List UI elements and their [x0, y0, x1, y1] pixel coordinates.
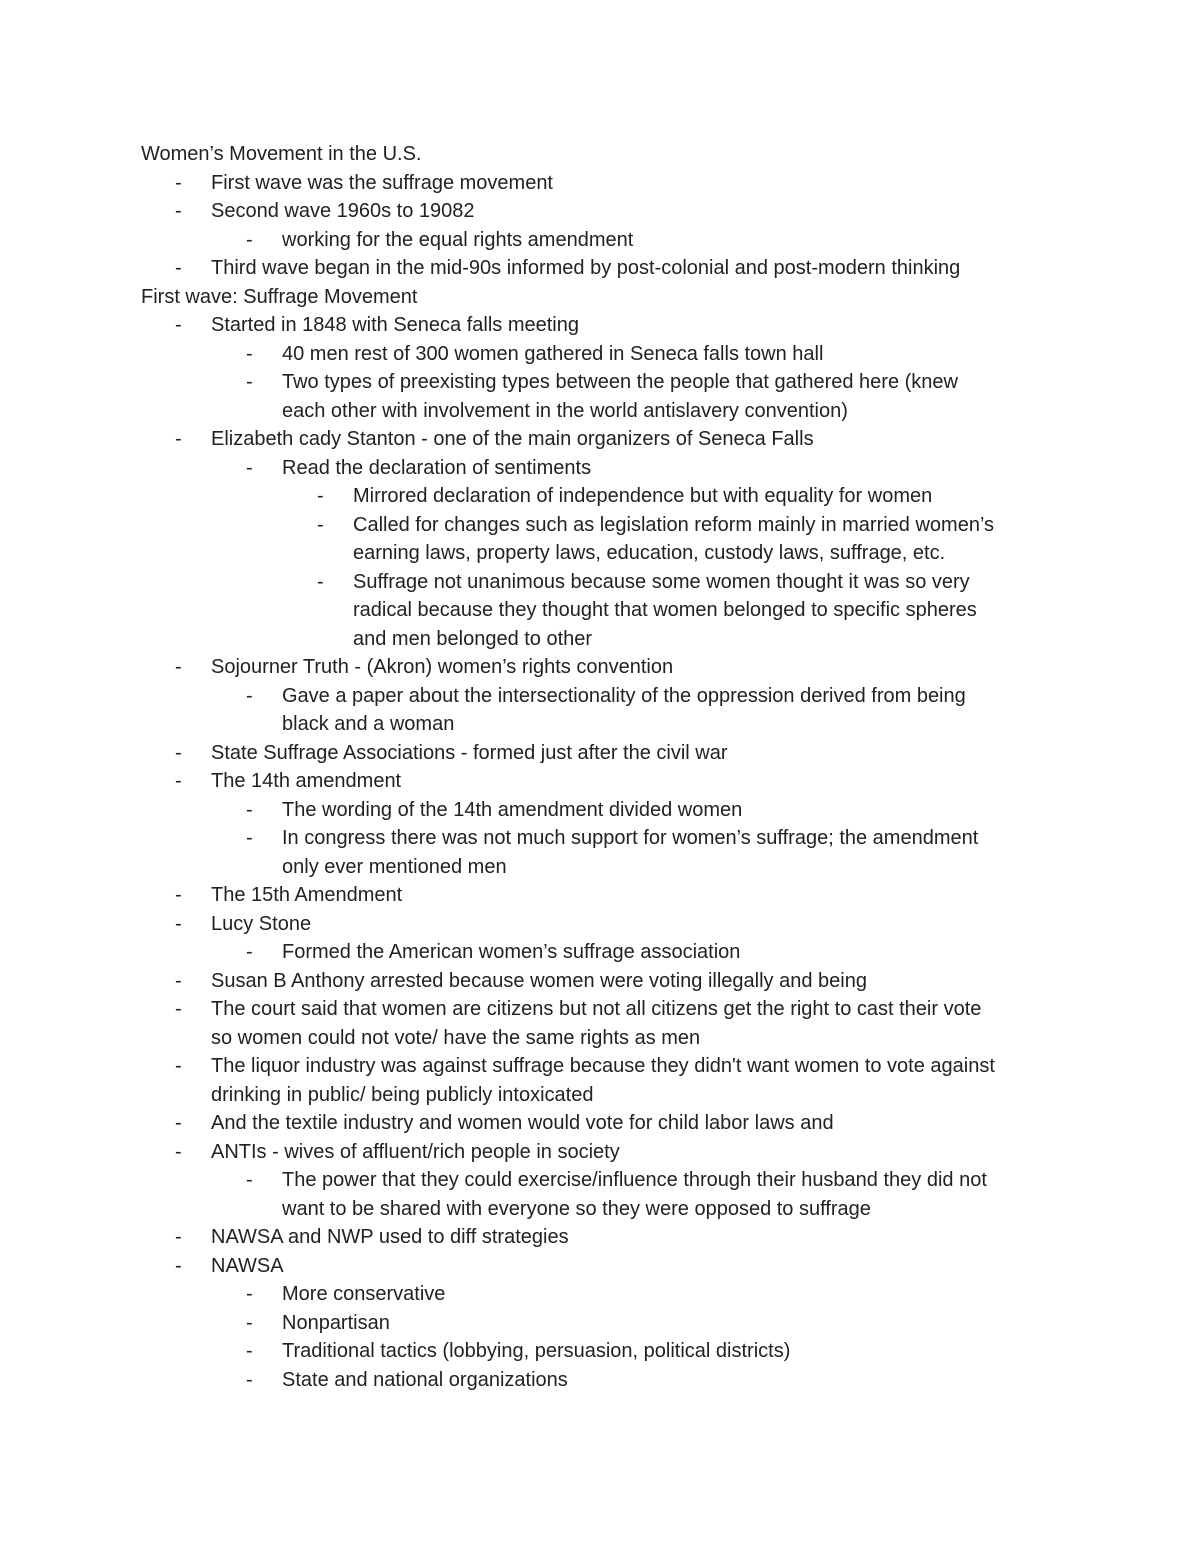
- list-item: [0, 682, 1200, 711]
- list-item-text: want to be shared with everyone so they were opposed to suffrage: [282, 1197, 871, 1220]
- list-item: [0, 1366, 1200, 1395]
- bullet-dash: -: [175, 1226, 182, 1248]
- list-item: [0, 995, 1200, 1024]
- list-item-text: Gave a paper about the intersectionality of the oppression derived from being: [282, 684, 966, 707]
- list-item-continuation: [0, 397, 1200, 426]
- list-item-continuation: [0, 710, 1200, 739]
- bullet-dash: -: [317, 570, 324, 593]
- list-item-text: Formed the American women’s suffrage association: [282, 941, 741, 963]
- bullet-dash: -: [246, 342, 253, 365]
- bullet-dash: -: [317, 513, 324, 536]
- list-item-text: And the textile industry and women would vote for child labor laws and: [211, 1112, 834, 1134]
- list-item-text: Called for changes such as legislation reform mainly in married women’s: [353, 513, 995, 536]
- bullet-dash: -: [246, 1283, 253, 1305]
- list-item-text: so women could not vote/ have the same rights as men: [211, 1026, 701, 1049]
- bullet-dash: -: [175, 969, 182, 992]
- list-item-text: and men belonged to other: [353, 627, 593, 650]
- list-item: [0, 169, 1200, 198]
- bullet-dash: -: [175, 1254, 182, 1277]
- list-item-continuation: [0, 1024, 1200, 1053]
- list-item: [0, 1109, 1200, 1138]
- list-item: [0, 739, 1200, 768]
- list-item-text: The wording of the 14th amendment divided women: [282, 798, 743, 821]
- bullet-dash: -: [175, 884, 182, 906]
- bullet-dash: -: [175, 314, 182, 336]
- list-item: [0, 1223, 1200, 1252]
- list-item-text: Lucy Stone: [211, 912, 312, 935]
- list-item: [0, 482, 1200, 511]
- bullet-dash: -: [175, 200, 182, 222]
- list-item: [0, 511, 1200, 540]
- list-item: [0, 1138, 1200, 1167]
- list-item: [0, 197, 1200, 226]
- list-item-text: The power that they could exercise/influence through their husband they did not: [282, 1169, 987, 1191]
- list-item: [0, 881, 1200, 910]
- list-item-text: only ever mentioned men: [282, 855, 507, 878]
- list-item: [0, 1309, 1200, 1338]
- bullet-dash: -: [246, 1340, 253, 1362]
- list-item-text: Third wave began in the mid-90s informed by post-colonial and post-modern thinking: [211, 257, 961, 279]
- list-item: [0, 368, 1200, 397]
- bullet-dash: -: [175, 770, 182, 792]
- list-item: [0, 311, 1200, 340]
- list-item-text: First wave was the suffrage movement: [211, 171, 553, 194]
- section-heading: [0, 283, 1200, 312]
- list-item-text: The 14th amendment: [211, 770, 402, 792]
- bullet-dash: -: [246, 371, 253, 393]
- bullet-dash: -: [246, 1311, 253, 1334]
- list-item: [0, 1280, 1200, 1309]
- list-item-text: ANTIs - wives of affluent/rich people in society: [211, 1140, 620, 1163]
- list-item-text: State Suffrage Associations - formed just after the civil war: [211, 741, 728, 764]
- bullet-dash: -: [246, 1368, 253, 1391]
- list-item-continuation: [0, 539, 1200, 568]
- heading-text: First wave: Suffrage Movement: [141, 285, 418, 308]
- bullet-dash: -: [175, 428, 182, 450]
- list-item-text: Traditional tactics (lobbying, persuasion, political districts): [282, 1340, 791, 1362]
- list-item-text: Suffrage not unanimous because some women thought it was so very: [353, 570, 970, 593]
- list-item-text: Sojourner Truth - (Akron) women’s rights convention: [211, 656, 674, 678]
- section-heading: [0, 140, 1200, 169]
- list-item-text: Susan B Anthony arrested because women were voting illegally and being: [211, 969, 867, 992]
- bullet-dash: -: [175, 656, 182, 678]
- list-item-text: The liquor industry was against suffrage because they didn't want women to vote against: [211, 1055, 995, 1077]
- bullet-dash: -: [175, 171, 182, 194]
- list-item: [0, 254, 1200, 283]
- heading-text: Women’s Movement in the U.S.: [141, 143, 422, 165]
- list-item: [0, 967, 1200, 996]
- list-item-text: Mirrored declaration of independence but with equality for women: [353, 485, 933, 507]
- list-item-text: 40 men rest of 300 women gathered in Seneca falls town hall: [282, 342, 824, 365]
- list-item-text: Second wave 1960s to 19082: [211, 200, 475, 222]
- bullet-dash: -: [246, 1169, 253, 1191]
- list-item-text: The 15th Amendment: [211, 884, 403, 906]
- list-item-text: State and national organizations: [282, 1368, 568, 1391]
- list-item: [0, 796, 1200, 825]
- list-item-continuation: [0, 596, 1200, 625]
- bullet-dash: -: [175, 257, 182, 279]
- bullet-dash: -: [175, 1140, 182, 1163]
- list-item-text: radical because they thought that women belonged to specific spheres: [353, 599, 977, 621]
- list-item-continuation: [0, 625, 1200, 654]
- bullet-dash: -: [175, 912, 182, 935]
- list-item-text: drinking in public/ being publicly intoxicated: [211, 1083, 594, 1106]
- list-item-text: NAWSA: [211, 1254, 284, 1277]
- list-item: [0, 767, 1200, 796]
- bullet-dash: -: [246, 827, 253, 849]
- list-item: [0, 910, 1200, 939]
- list-item-text: Two types of preexisting types between the people that gathered here (knew: [282, 371, 958, 393]
- list-item-text: More conservative: [282, 1283, 446, 1305]
- list-item: [0, 938, 1200, 967]
- list-item-continuation: [0, 1195, 1200, 1224]
- bullet-dash: -: [246, 456, 253, 479]
- list-item-text: earning laws, property laws, education, custody laws, suffrage, etc.: [353, 542, 946, 564]
- list-item: [0, 824, 1200, 853]
- list-item-text: Elizabeth cady Stanton - one of the main organizers of Seneca Falls: [211, 428, 814, 450]
- list-item: [0, 454, 1200, 483]
- list-item-continuation: [0, 853, 1200, 882]
- list-item-continuation: [0, 1081, 1200, 1110]
- list-item: [0, 226, 1200, 255]
- list-item: [0, 1337, 1200, 1366]
- list-item: [0, 568, 1200, 597]
- bullet-dash: -: [175, 998, 182, 1020]
- list-item: [0, 340, 1200, 369]
- list-item-text: Read the declaration of sentiments: [282, 456, 592, 479]
- list-item-text: The court said that women are citizens but not all citizens get the right to cast their vote: [211, 998, 982, 1020]
- list-item: [0, 425, 1200, 454]
- list-item-text: Started in 1848 with Seneca falls meeting: [211, 314, 579, 336]
- bullet-dash: -: [175, 741, 182, 764]
- list-item-text: each other with involvement in the world antislavery convention): [282, 399, 848, 422]
- list-item: [0, 1252, 1200, 1281]
- list-item: [0, 653, 1200, 682]
- list-item-text: working for the equal rights amendment: [282, 228, 634, 251]
- list-item-text: black and a woman: [282, 713, 455, 735]
- list-item: [0, 1166, 1200, 1195]
- bullet-dash: -: [246, 228, 253, 251]
- bullet-dash: -: [175, 1112, 182, 1134]
- bullet-dash: -: [246, 684, 253, 707]
- document-body: [0, 140, 1200, 1394]
- bullet-dash: -: [246, 798, 253, 821]
- list-item-text: Nonpartisan: [282, 1311, 390, 1334]
- bullet-dash: -: [175, 1055, 182, 1077]
- bullet-dash: -: [246, 941, 253, 963]
- list-item-text: In congress there was not much support for women’s suffrage; the amendment: [282, 827, 979, 849]
- bullet-dash: -: [317, 485, 324, 507]
- list-item: [0, 1052, 1200, 1081]
- list-item-text: NAWSA and NWP used to diff strategies: [211, 1226, 569, 1248]
